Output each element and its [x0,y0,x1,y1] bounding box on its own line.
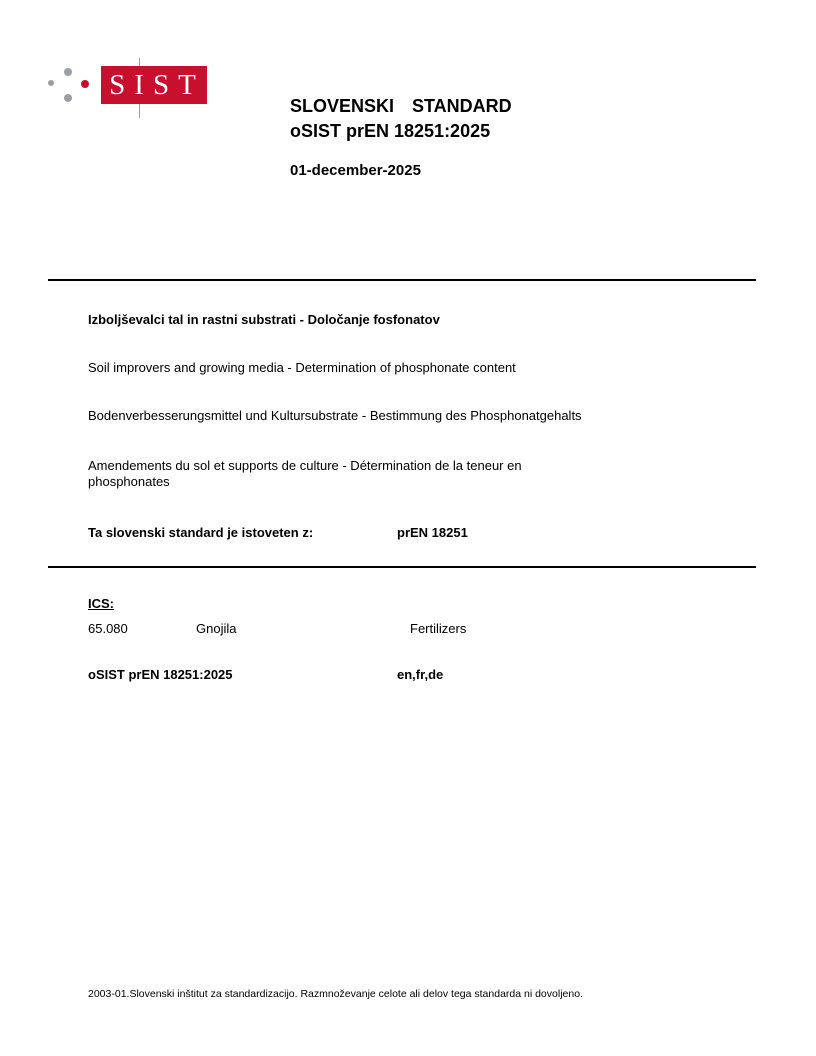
ics-code: 65.080 [88,621,128,636]
document-id: oSIST prEN 18251:2025 [88,667,233,682]
title-french-line1: Amendements du sol et supports de culture - Détermination de la teneur en [88,458,522,473]
document-languages: en,fr,de [397,667,444,682]
title-english: Soil improvers and growing media - Determination of phosphonate content [88,360,516,375]
standard-type-title: SLOVENSKI STANDARD [290,96,512,116]
divider-bottom [48,566,756,568]
ics-name-english: Fertilizers [410,621,467,636]
logo-dot-left [48,80,54,86]
title-slovenian: Izboljševalci tal in rastni substrati - Določanje fosfonatov [88,312,440,327]
sist-logo [48,66,208,122]
divider-top [48,279,756,281]
copyright-footer: 2003-01.Slovenski inštitut za standardizacijo. Razmnoževanje celote ali delov tega standarda ni dovoljeno. [88,988,583,1000]
identity-label: Ta slovenski standard je istoveten z: [88,525,314,540]
title-french-line2: phosphonates [88,474,170,489]
standard-number: oSIST prEN 18251:2025 [290,121,491,141]
publication-date: 01-december-2025 [290,162,421,179]
title-german: Bodenverbesserungsmittel und Kultursubstrate - Bestimmung des Phosphonatgehalts [88,408,582,423]
logo-wordmark: SIST [101,66,207,104]
logo-dot-red [81,80,89,88]
logo-dot-top [64,68,72,76]
identity-value: prEN 18251 [397,525,468,540]
logo-dot-bottom [64,94,72,102]
ics-heading: ICS: [88,596,114,611]
ics-name-slovenian: Gnojila [196,621,237,636]
